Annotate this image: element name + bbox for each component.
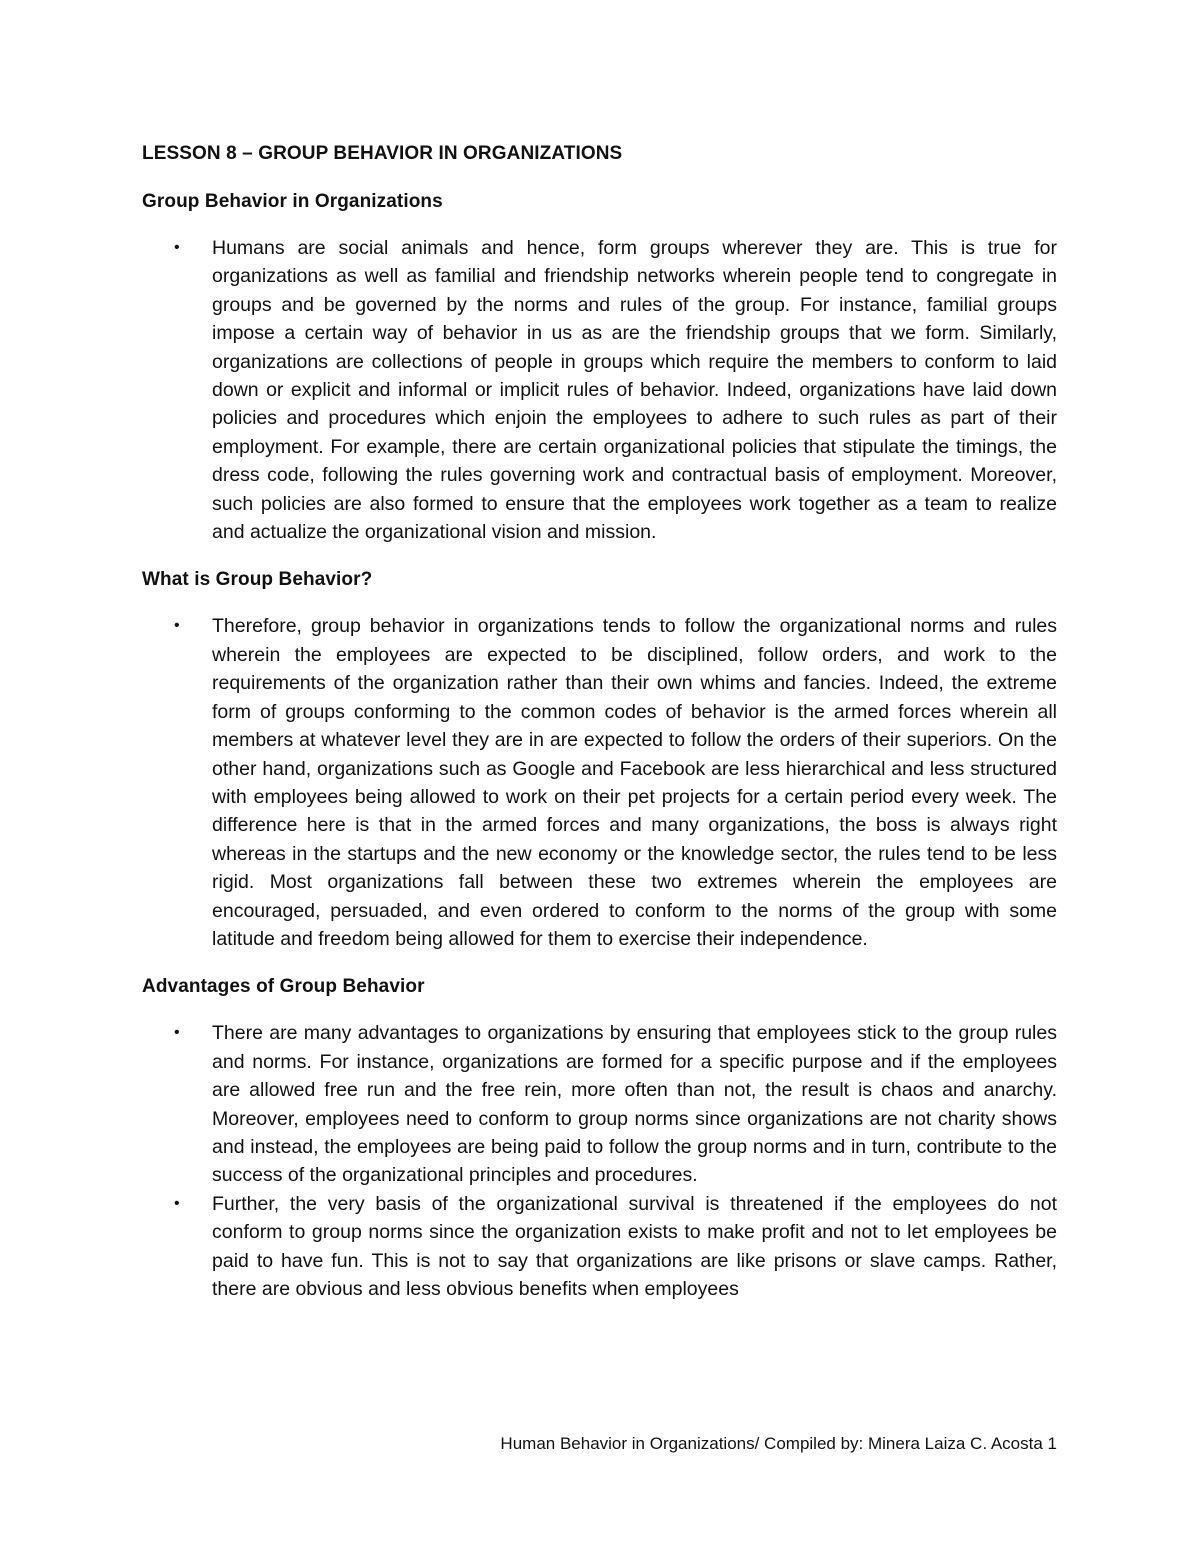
section-what-is-group-behavior (142, 566, 1057, 953)
bullet-list (142, 1019, 1057, 1303)
section-heading: What is Group Behavior? (142, 569, 373, 591)
bullet-icon: • (174, 239, 180, 256)
paragraph-text: Humans are social animals and hence, form groups wherever they are. This is true for organizations as well as familial and friendship networks wherein people tend to congregate in groups and be governed by the norms and rules of the group. For instance, familial groups impose a certain way of behavior in us as are the friendship groups that we form. Similarly, organizations are collections of people in groups which require the members to conform to laid down or explicit and informal or implicit rules of behavior. Indeed, organizations have laid down policies and procedures which enjoin the employees to adhere to such rules as part of their employment. For example, there are certain organizational policies that stipulate the timings, the dress code, following the rules governing work and contractual basis of employment. Moreover, such policies are also formed to ensure that the employees work together as a team to realize and actualize the organizational vision and mission. (212, 237, 1057, 544)
section-heading: Group Behavior in Organizations (142, 191, 443, 212)
section-group-behavior-in-organizations (142, 188, 1057, 546)
page-content (142, 140, 1057, 1323)
paragraph-text: There are many advantages to organizations by ensuring that employees stick to the group rules and norms. For instance, organizations are formed for a specific purpose and if the employees are allowed free run and the free rein, more often than not, the result is chaos and anarchy. Moreover, employees need to conform to group norms since organizations are not charity shows and instead, the employees are being paid to follow the group norms and in turn, contribute to the success of the organizational principles and procedures. (212, 1022, 1057, 1187)
list-item (142, 1190, 1057, 1304)
bullet-icon: • (174, 1024, 180, 1042)
section-heading: Advantages of Group Behavior (142, 976, 425, 998)
page-number: 1 (1047, 1434, 1057, 1453)
bullet-icon: • (174, 617, 180, 635)
page-footer (400, 1432, 1057, 1456)
paragraph-text: Therefore, group behavior in organizations tends to follow the organizational norms and rules wherein the employees are expected to be disciplined, follow orders, and work to the requirements of the organization rather than their own whims and fancies. Indeed, the extreme form of groups conforming to the common codes of behavior is the armed forces wherein all members at whatever level they are in are expected to follow the orders of their superiors. On the other hand, organizations such as Google and Facebook are less hierarchical and less structured with employees being allowed to work on their pet projects for a certain period every week. The difference here is that in the armed forces and many organizations, the boss is always right whereas in the startups and the new economy or the knowledge sector, the rules tend to be less rigid. Most organizations fall between these two extremes wherein the employees are encouraged, persuaded, and even ordered to conform to the norms of the group with some latitude and freedom being allowed for them to exercise their independence. (212, 615, 1057, 950)
list-item (142, 612, 1057, 953)
list-item (142, 234, 1057, 546)
footer-text: Human Behavior in Organizations/ Compiled by: Minera Laiza C. Acosta (500, 1434, 1043, 1453)
section-advantages-of-group-behavior (142, 973, 1057, 1303)
bullet-icon: • (174, 1194, 180, 1212)
bullet-list (142, 612, 1057, 953)
lesson-title: LESSON 8 – GROUP BEHAVIOR IN ORGANIZATIONS (142, 143, 623, 164)
bullet-list (142, 234, 1057, 546)
paragraph-text: Further, the very basis of the organizational survival is threatened if the employees do not conform to group norms since the organization exists to make profit and not to let employees be paid to have fun. This is not to say that organizations are like prisons or slave camps. Rather, there are obvious and less obvious benefits when employees (212, 1192, 1057, 1300)
list-item (142, 1019, 1057, 1189)
